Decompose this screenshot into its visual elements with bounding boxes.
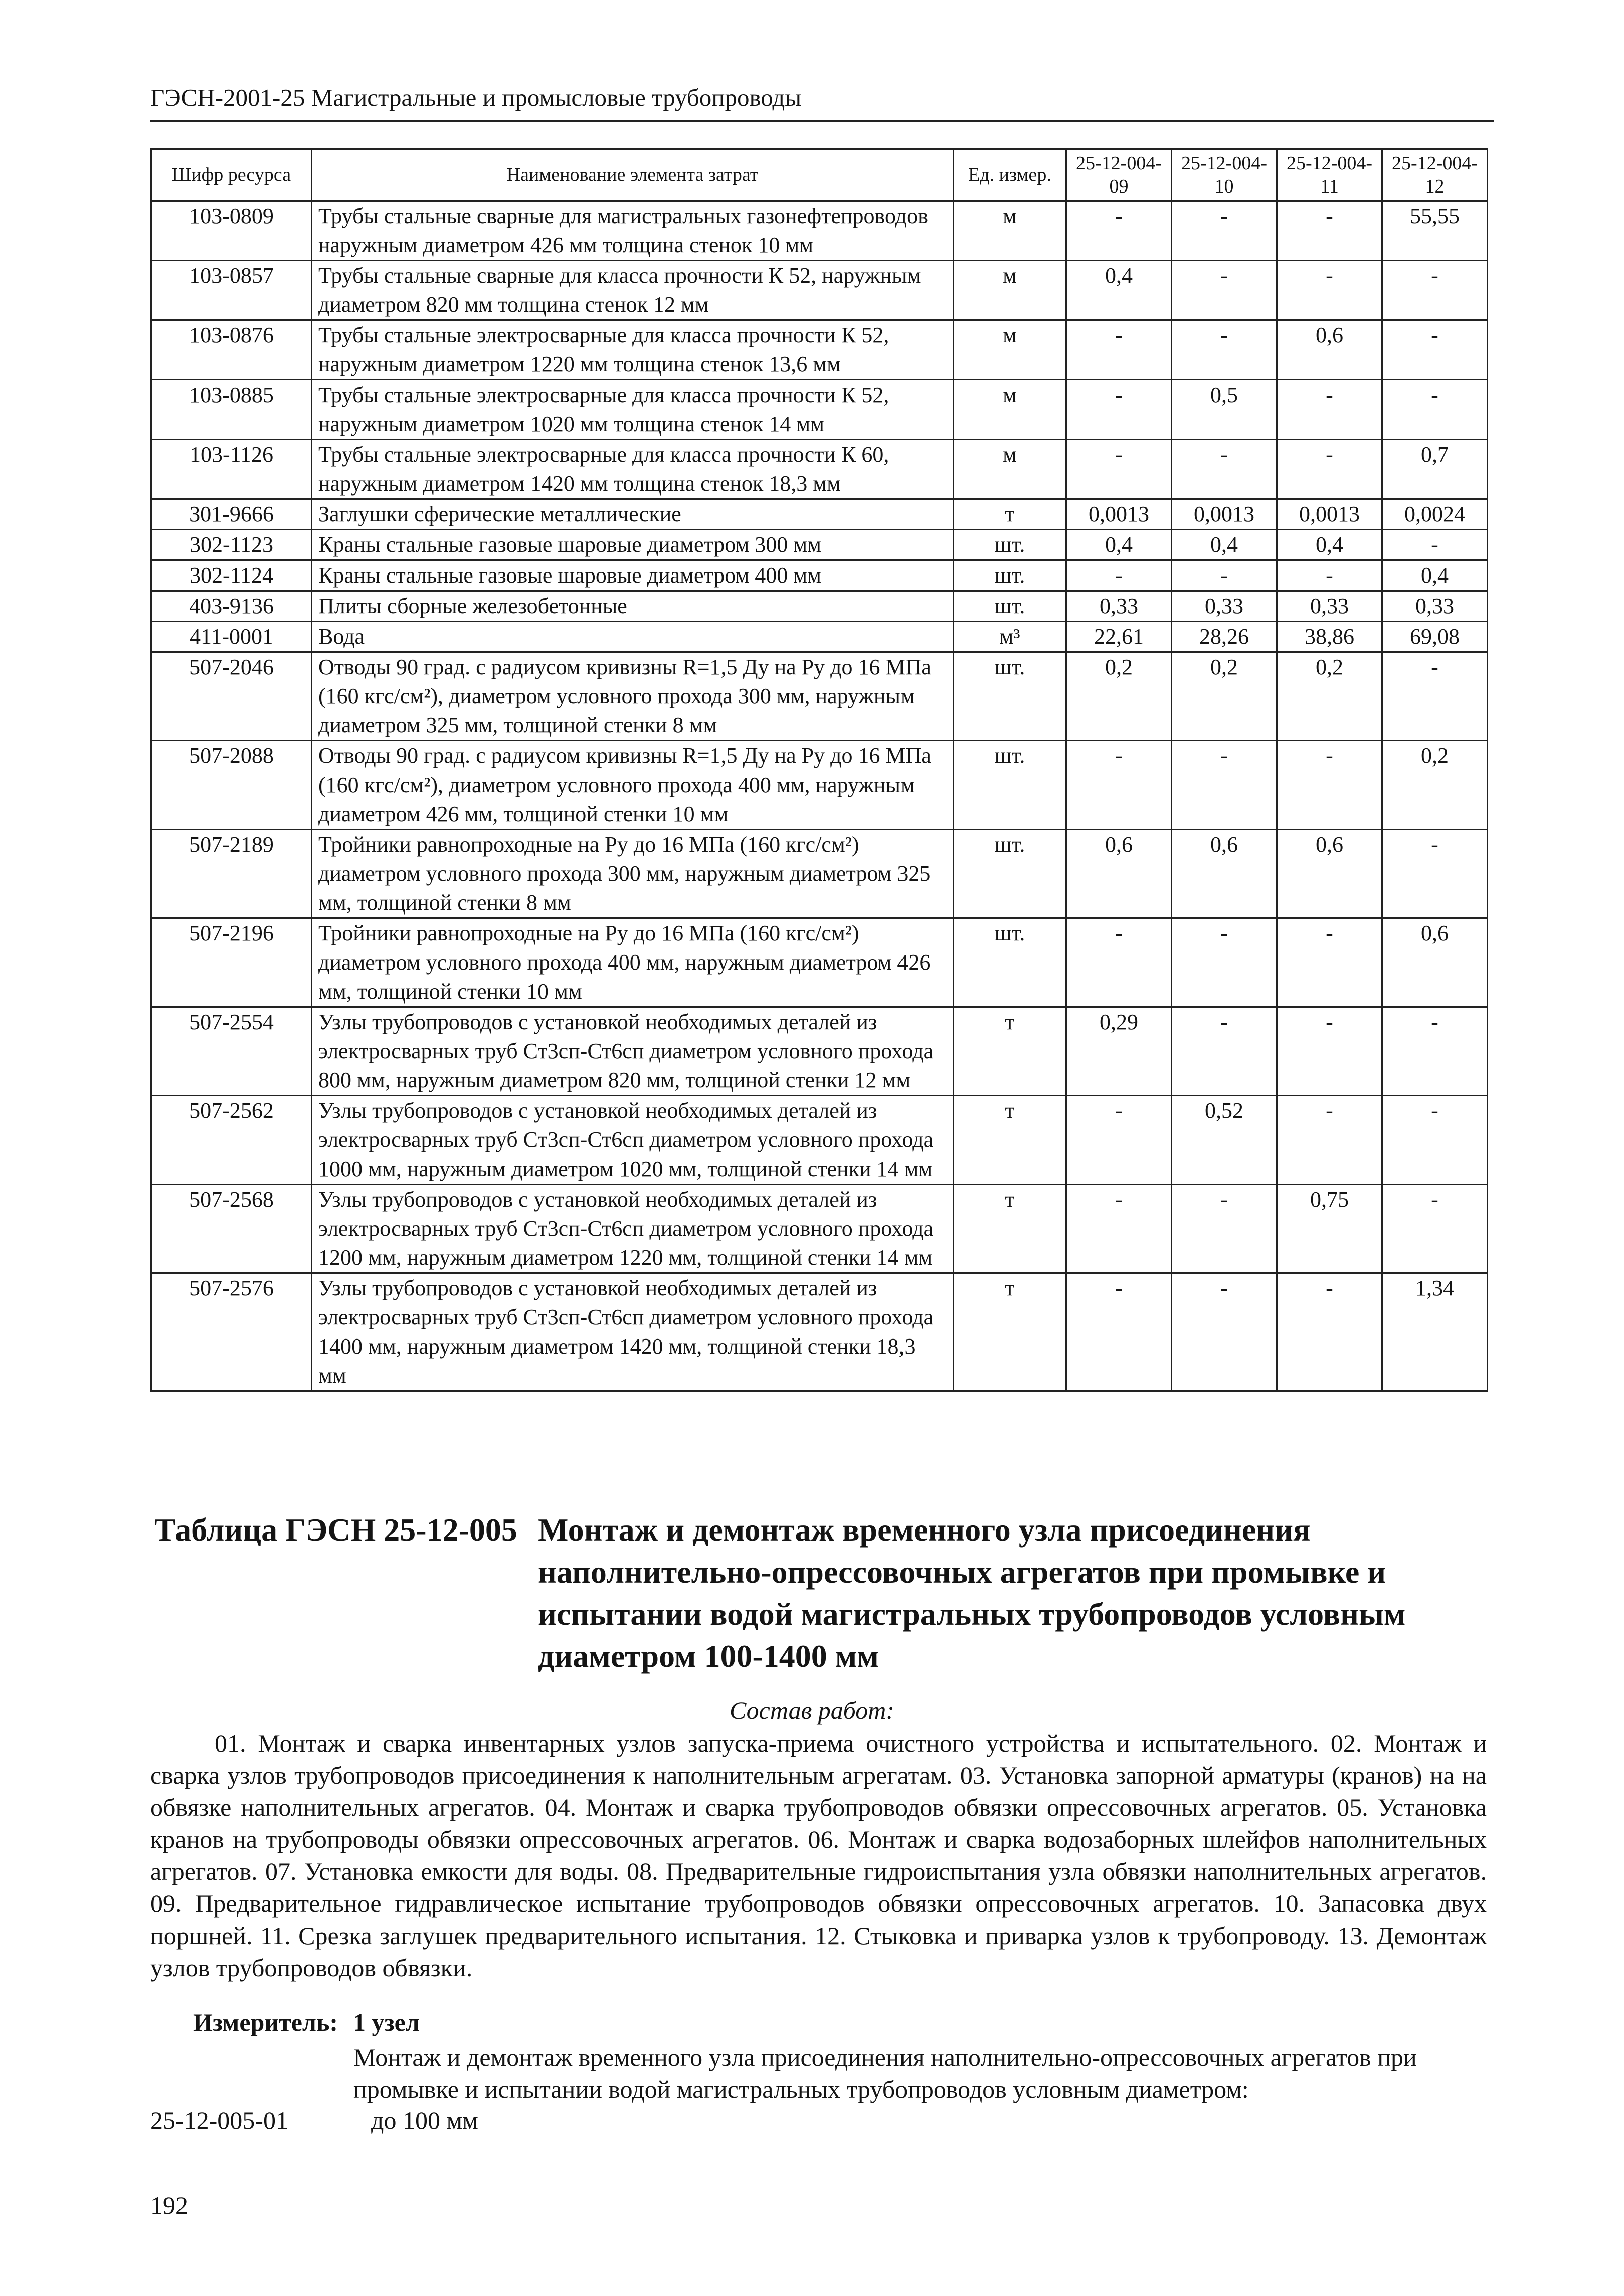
resource-name: Тройники равнопроходные на Ру до 16 МПа (160 кгс/см²) диаметром условного прохода 300 мм, наружным диаметром 325 мм, толщиной стенки 8 мм — [312, 830, 954, 918]
value-cell: - — [1382, 1185, 1488, 1273]
table-row — [151, 499, 1488, 530]
resource-name: Трубы стальные электросварные для класса прочности К 52, наружным диаметром 1020 мм толщина стенок 14 мм — [312, 380, 954, 440]
resource-name: Трубы стальные сварные для класса прочности К 52, наружным диаметром 820 мм толщина стенок 12 мм — [312, 261, 954, 320]
header-rule — [150, 120, 1494, 122]
value-cell: - — [1277, 1007, 1382, 1096]
value-cell: 0,2 — [1172, 652, 1277, 741]
section-title — [154, 1509, 1468, 1677]
resource-code: 411-0001 — [151, 622, 312, 652]
table-row — [151, 741, 1488, 830]
value-cell: 0,29 — [1066, 1007, 1172, 1096]
resource-code: 507-2046 — [151, 652, 312, 741]
table-row — [151, 1185, 1488, 1273]
value-cell: - — [1382, 652, 1488, 741]
unit-cell: т — [954, 1273, 1066, 1391]
composition-text: 01. Монтаж и сварка инвентарных узлов запуска-приема очистного устройства и испытательного. 02. Монтаж и сварка узлов трубопроводов присоединения к наполнительным агрегатам. 03. Установка запорной арматуры (кранов) на на обвязке наполнительных агрегатов. 04. Монтаж и сварка трубопроводов обвязки опрессовочных агрегатов. 05. Установка кранов на трубопроводы обвязки опрессовочных агрегатов. 06. Монтаж и сварка водозаборных шлейфов наполнительных агрегатов. 07. Установка емкости для воды. 08. Предварительные гидроиспытания узла обвязки наполнительных агрегатов. 09. Предварительное гидравлическое испытание трубопроводов обвязки опрессовочных агрегатов. 10. Запасовка двух поршней. 11. Срезка заглушек предварительного испытания. 12. Стыковка и приварка узлов к трубопроводу. 13. Демонтаж узлов трубопроводов обвязки. — [150, 1729, 1487, 1982]
resource-name: Краны стальные газовые шаровые диаметром 400 мм — [312, 560, 954, 591]
unit-cell: шт. — [954, 741, 1066, 830]
value-cell: 28,26 — [1172, 622, 1277, 652]
table-row — [151, 622, 1488, 652]
value-cell: - — [1277, 918, 1382, 1007]
table-row — [151, 440, 1488, 499]
table-row — [151, 918, 1488, 1007]
resource-code: 302-1123 — [151, 530, 312, 560]
value-cell: - — [1277, 560, 1382, 591]
value-cell: - — [1277, 741, 1382, 830]
resource-code: 507-2554 — [151, 1007, 312, 1096]
value-cell: - — [1172, 741, 1277, 830]
measure-label: Измеритель: — [193, 2008, 338, 2036]
resource-name: Узлы трубопроводов с установкой необходимых деталей из электросварных труб Ст3сп-Ст6сп диаметром условного прохода 1400 мм, наружным диаметром 1420 мм, толщиной стенки 18,3 мм — [312, 1273, 954, 1391]
resource-name: Краны стальные газовые шаровые диаметром 300 мм — [312, 530, 954, 560]
unit-cell: м³ — [954, 622, 1066, 652]
column-header: 25-12-004-11 — [1277, 149, 1382, 201]
value-cell: - — [1382, 1096, 1488, 1185]
value-cell: - — [1382, 830, 1488, 918]
table-row — [151, 830, 1488, 918]
value-cell: - — [1066, 560, 1172, 591]
unit-cell: т — [954, 1185, 1066, 1273]
resource-code: 507-2568 — [151, 1185, 312, 1273]
column-header: 25-12-004-09 — [1066, 149, 1172, 201]
value-cell: - — [1066, 380, 1172, 440]
resource-code: 103-0885 — [151, 380, 312, 440]
value-cell: - — [1382, 530, 1488, 560]
value-cell: - — [1277, 440, 1382, 499]
table-body — [151, 201, 1488, 1391]
value-cell: - — [1382, 320, 1488, 380]
value-cell: 0,6 — [1066, 830, 1172, 918]
entry-code: 25-12-005-01 — [150, 2106, 288, 2134]
value-cell: - — [1066, 918, 1172, 1007]
value-cell: 0,0013 — [1172, 499, 1277, 530]
table-row — [151, 652, 1488, 741]
unit-cell: т — [954, 1007, 1066, 1096]
unit-cell: шт. — [954, 530, 1066, 560]
value-cell: - — [1277, 380, 1382, 440]
value-cell: - — [1066, 741, 1172, 830]
resource-name: Плиты сборные железобетонные — [312, 591, 954, 622]
resource-code: 403-9136 — [151, 591, 312, 622]
table-title: Монтаж и демонтаж временного узла присоединения наполнительно-опрессовочных агрегатов при промывке и испытании водой магистральных трубопроводов условным диаметром 100-1400 мм — [538, 1512, 1406, 1674]
table-row — [151, 201, 1488, 261]
resource-code: 103-0857 — [151, 261, 312, 320]
table-row — [151, 261, 1488, 320]
value-cell: 22,61 — [1066, 622, 1172, 652]
value-cell: - — [1066, 201, 1172, 261]
value-cell: - — [1172, 1007, 1277, 1096]
unit-cell: шт. — [954, 652, 1066, 741]
resource-code: 302-1124 — [151, 560, 312, 591]
unit-cell: т — [954, 499, 1066, 530]
page-number: 192 — [150, 2191, 188, 2219]
value-cell: - — [1172, 1273, 1277, 1391]
value-cell: 0,6 — [1277, 830, 1382, 918]
value-cell: 0,0013 — [1066, 499, 1172, 530]
column-header: 25-12-004-12 — [1382, 149, 1488, 201]
measure-value: 1 узел — [353, 2008, 420, 2036]
resources-table — [150, 148, 1488, 1392]
unit-cell: шт. — [954, 830, 1066, 918]
value-cell: 0,7 — [1382, 440, 1488, 499]
unit-cell: м — [954, 201, 1066, 261]
table-row — [151, 320, 1488, 380]
value-cell: - — [1172, 1185, 1277, 1273]
resource-name: Тройники равнопроходные на Ру до 16 МПа (160 кгс/см²) диаметром условного прохода 400 мм, наружным диаметром 426 мм, толщиной стенки 10 мм — [312, 918, 954, 1007]
value-cell: 0,0024 — [1382, 499, 1488, 530]
resource-code: 507-2189 — [151, 830, 312, 918]
value-cell: 0,4 — [1066, 261, 1172, 320]
value-cell: - — [1277, 261, 1382, 320]
table-row — [151, 1007, 1488, 1096]
value-cell: 69,08 — [1382, 622, 1488, 652]
table-row — [151, 560, 1488, 591]
resource-name: Заглушки сферические металлические — [312, 499, 954, 530]
resource-code: 103-1126 — [151, 440, 312, 499]
resource-code: 507-2088 — [151, 741, 312, 830]
resource-name: Отводы 90 град. с радиусом кривизны R=1,5 Ду на Ру до 16 МПа (160 кгс/см²), диаметром условного прохода 400 мм, наружным диаметром 426 мм, толщиной стенки 10 мм — [312, 741, 954, 830]
unit-cell: шт. — [954, 560, 1066, 591]
value-cell: 0,4 — [1382, 560, 1488, 591]
value-cell: 0,75 — [1277, 1185, 1382, 1273]
value-cell: 0,5 — [1172, 380, 1277, 440]
value-cell: - — [1382, 1007, 1488, 1096]
unit-cell: шт. — [954, 591, 1066, 622]
value-cell: - — [1066, 1096, 1172, 1185]
value-cell: 0,0013 — [1277, 499, 1382, 530]
resource-code: 301-9666 — [151, 499, 312, 530]
intro-text: Монтаж и демонтаж временного узла присоединения наполнительно-опрессовочных агрегатов при промывке и испытании водой магистральных трубопроводов условным диаметром: — [353, 2043, 1417, 2103]
unit-cell: м — [954, 261, 1066, 320]
unit-cell: шт. — [954, 918, 1066, 1007]
table-row — [151, 530, 1488, 560]
table-row — [151, 1096, 1488, 1185]
value-cell: 0,33 — [1277, 591, 1382, 622]
resource-code: 507-2196 — [151, 918, 312, 1007]
table-row — [151, 380, 1488, 440]
value-cell: - — [1066, 1185, 1172, 1273]
value-cell: 0,2 — [1277, 652, 1382, 741]
value-cell: - — [1066, 320, 1172, 380]
resource-name: Узлы трубопроводов с установкой необходимых деталей из электросварных труб Ст3сп-Ст6сп диаметром условного прохода 1200 мм, наружным диаметром 1220 мм, толщиной стенки 14 мм — [312, 1185, 954, 1273]
table-number: Таблица ГЭСН 25-12-005 — [154, 1512, 517, 1548]
resource-code: 507-2562 — [151, 1096, 312, 1185]
resource-name: Узлы трубопроводов с установкой необходимых деталей из электросварных труб Ст3сп-Ст6сп диаметром условного прохода 1000 мм, наружным диаметром 1020 мм, толщиной стенки 14 мм — [312, 1096, 954, 1185]
table-row — [151, 1273, 1488, 1391]
resource-name: Узлы трубопроводов с установкой необходимых деталей из электросварных труб Ст3сп-Ст6сп диаметром условного прохода 800 мм, наружным диаметром 820 мм, толщиной стенки 12 мм — [312, 1007, 954, 1096]
value-cell: - — [1277, 1096, 1382, 1185]
value-cell: 0,6 — [1172, 830, 1277, 918]
resource-name: Трубы стальные сварные для магистральных газонефтепроводов наружным диаметром 426 мм толщина стенок 10 мм — [312, 201, 954, 261]
page-header: ГЭСН-2001-25 Магистральные и промысловые трубопроводы — [150, 84, 802, 111]
value-cell: 0,33 — [1172, 591, 1277, 622]
resource-name: Отводы 90 град. с радиусом кривизны R=1,5 Ду на Ру до 16 МПа (160 кгс/см²), диаметром условного прохода 300 мм, наружным диаметром 325 мм, толщиной стенки 8 мм — [312, 652, 954, 741]
column-header: Наименование элемента затрат — [312, 149, 954, 201]
column-header: Шифр ресурса — [151, 149, 312, 201]
entry-row — [150, 2106, 478, 2135]
value-cell: - — [1172, 261, 1277, 320]
resource-name: Трубы стальные электросварные для класса прочности К 52, наружным диаметром 1220 мм толщина стенок 13,6 мм — [312, 320, 954, 380]
value-cell: 0,2 — [1382, 741, 1488, 830]
column-header: 25-12-004-10 — [1172, 149, 1277, 201]
resource-code: 103-0809 — [151, 201, 312, 261]
value-cell: - — [1277, 201, 1382, 261]
resource-code: 507-2576 — [151, 1273, 312, 1391]
value-cell: - — [1382, 261, 1488, 320]
table-header-row — [151, 149, 1488, 201]
resource-name: Трубы стальные электросварные для класса прочности К 60, наружным диаметром 1420 мм толщина стенок 18,3 мм — [312, 440, 954, 499]
value-cell: 0,6 — [1382, 918, 1488, 1007]
value-cell: - — [1066, 1273, 1172, 1391]
value-cell: - — [1277, 1273, 1382, 1391]
unit-cell: м — [954, 320, 1066, 380]
value-cell: 0,33 — [1066, 591, 1172, 622]
unit-cell: т — [954, 1096, 1066, 1185]
column-header: Ед. измер. — [954, 149, 1066, 201]
unit-cell: м — [954, 380, 1066, 440]
measure — [193, 2008, 420, 2037]
value-cell: 0,4 — [1172, 530, 1277, 560]
composition-heading: Состав работ: — [729, 1696, 895, 1725]
value-cell: 55,55 — [1382, 201, 1488, 261]
value-cell: 0,33 — [1382, 591, 1488, 622]
resource-name: Вода — [312, 622, 954, 652]
value-cell: 38,86 — [1277, 622, 1382, 652]
resource-code: 103-0876 — [151, 320, 312, 380]
value-cell: 0,2 — [1066, 652, 1172, 741]
value-cell: - — [1172, 201, 1277, 261]
value-cell: - — [1172, 320, 1277, 380]
table-row — [151, 591, 1488, 622]
value-cell: - — [1172, 440, 1277, 499]
value-cell: 0,52 — [1172, 1096, 1277, 1185]
value-cell: - — [1066, 440, 1172, 499]
value-cell: 0,6 — [1277, 320, 1382, 380]
value-cell: 1,34 — [1382, 1273, 1488, 1391]
unit-cell: м — [954, 440, 1066, 499]
value-cell: 0,4 — [1277, 530, 1382, 560]
value-cell: - — [1172, 918, 1277, 1007]
value-cell: 0,4 — [1066, 530, 1172, 560]
value-cell: - — [1382, 380, 1488, 440]
value-cell: - — [1172, 560, 1277, 591]
entry-label: до 100 мм — [371, 2106, 478, 2134]
